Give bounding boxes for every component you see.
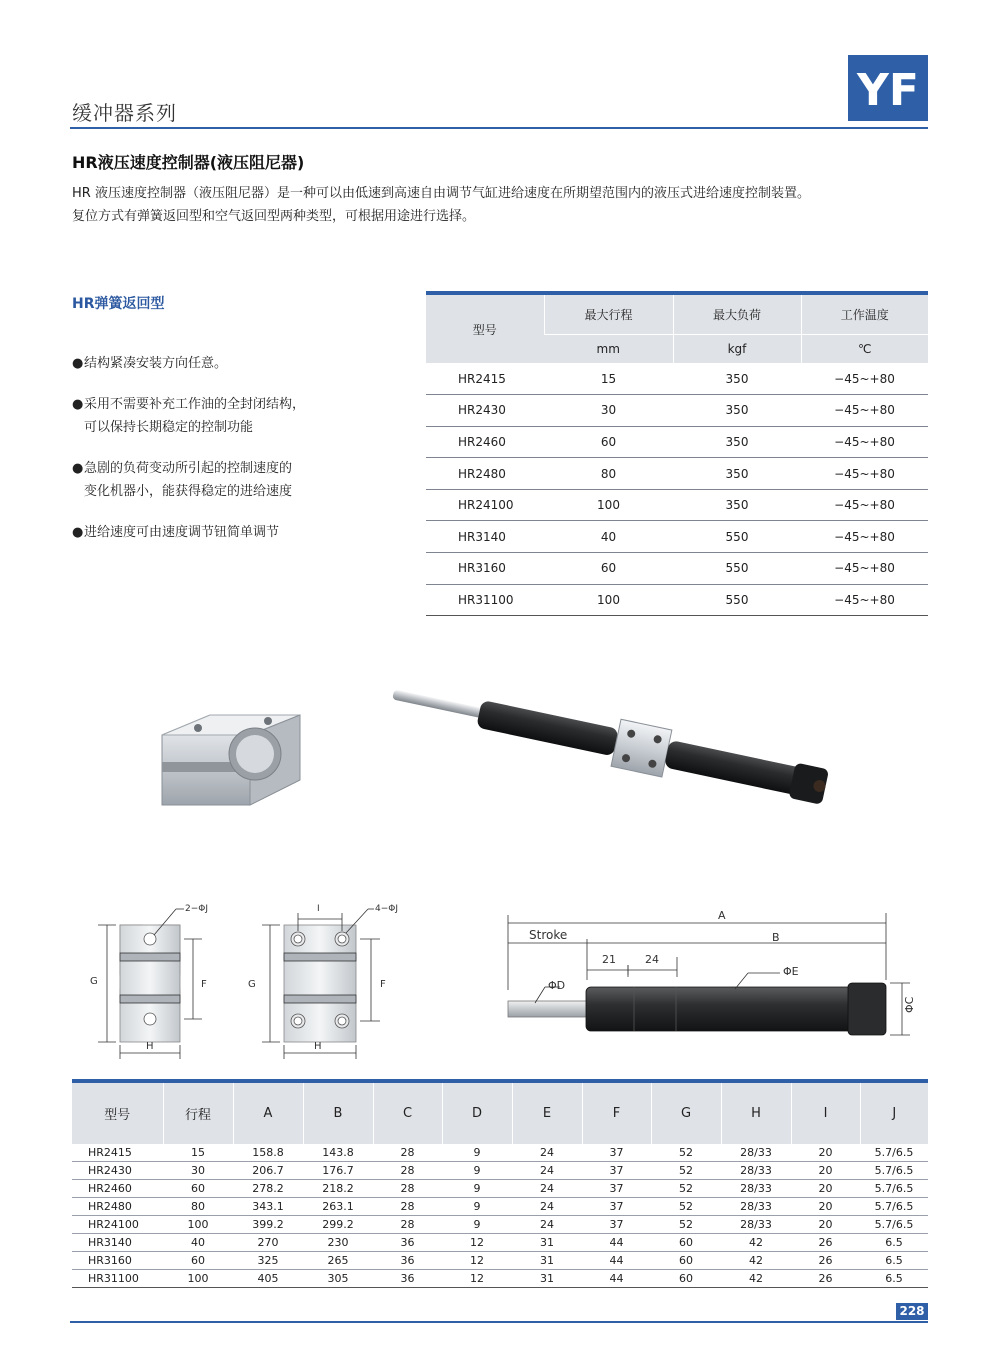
cell: 24: [512, 1162, 582, 1180]
label-4-phi-j: 4−ΦJ: [375, 904, 399, 914]
feature-list: [72, 352, 402, 562]
cell: 350: [673, 395, 801, 427]
cell: 42: [721, 1251, 791, 1269]
dims-header: E: [512, 1081, 582, 1144]
cell: 52: [651, 1180, 721, 1198]
cell: 305: [303, 1269, 373, 1287]
cell: 37: [582, 1144, 651, 1162]
cell: 60: [651, 1233, 721, 1251]
cell: 5.7/6.5: [860, 1144, 928, 1162]
spec-header-load: 最大负荷: [673, 293, 801, 334]
cell: HR3140: [72, 1233, 163, 1251]
product-photo: [150, 690, 850, 850]
intro-line: HR 液压速度控制器（液压阻尼器）是一种可以由低速到高速自由调节气缸进给速度在所期望范围内的液压式进给速度控制装置。: [72, 186, 810, 201]
spec-row: [426, 458, 928, 490]
cell: 6.5: [860, 1233, 928, 1251]
spec-row: [426, 363, 928, 395]
label-h: H: [314, 1041, 322, 1052]
feature-item: [72, 457, 402, 503]
cell: 9: [442, 1198, 512, 1216]
cell: 343.1: [233, 1198, 303, 1216]
cell: 30: [544, 395, 673, 427]
cell: HR3160: [426, 553, 544, 585]
cell: 44: [582, 1251, 651, 1269]
cell: HR2480: [426, 458, 544, 490]
cell: 550: [673, 584, 801, 616]
label-21: 21: [602, 953, 616, 966]
spec-unit: mm: [544, 334, 673, 363]
cell: 100: [163, 1269, 233, 1287]
cell: HR3140: [426, 521, 544, 553]
feature-text: 急剧的负荷变动所引起的控制速度的: [84, 461, 293, 476]
dims-row: [72, 1216, 928, 1234]
dims-row: [72, 1269, 928, 1287]
header-divider: [70, 127, 928, 129]
product-title: HR液压速度控制器(液压阻尼器): [72, 153, 305, 172]
spec-row: [426, 584, 928, 616]
dims-row: [72, 1144, 928, 1162]
feature-text: 进给速度可由速度调节钮简单调节: [84, 525, 280, 540]
dims-row: [72, 1198, 928, 1216]
spec-row: [426, 395, 928, 427]
cell: HR3160: [72, 1251, 163, 1269]
spec-header-stroke: 最大行程: [544, 293, 673, 334]
cell: 230: [303, 1233, 373, 1251]
cell: 9: [442, 1216, 512, 1234]
cell: −45~+80: [801, 458, 928, 490]
cell: 40: [544, 521, 673, 553]
cell: 52: [651, 1144, 721, 1162]
bullet-icon: ●: [72, 397, 84, 412]
cell: −45~+80: [801, 521, 928, 553]
damper-side-view: [508, 913, 910, 1035]
cell: 60: [651, 1269, 721, 1287]
spec-unit: ℃: [801, 334, 928, 363]
dims-row: [72, 1233, 928, 1251]
cell: 26: [791, 1269, 860, 1287]
cell: 24: [512, 1198, 582, 1216]
cell: 37: [582, 1162, 651, 1180]
cell: 270: [233, 1233, 303, 1251]
dims-header: I: [791, 1081, 860, 1144]
cell: 28: [373, 1162, 442, 1180]
cell: 550: [673, 553, 801, 585]
cell: 60: [544, 426, 673, 458]
cell: 143.8: [303, 1144, 373, 1162]
spec-header-model: 型号: [426, 293, 544, 363]
cell: 15: [163, 1144, 233, 1162]
spec-row: [426, 521, 928, 553]
feature-text: 可以保持长期稳定的控制功能: [84, 420, 254, 435]
label-f: F: [380, 979, 386, 990]
cell: 44: [582, 1269, 651, 1287]
cell: 40: [163, 1233, 233, 1251]
cell: 20: [791, 1216, 860, 1234]
cell: 6.5: [860, 1269, 928, 1287]
cell: −45~+80: [801, 363, 928, 395]
cell: HR31100: [426, 584, 544, 616]
feature-item: [72, 393, 402, 439]
cell: 36: [373, 1269, 442, 1287]
cell: 60: [544, 553, 673, 585]
spec-row: [426, 553, 928, 585]
dims-header: 型号: [72, 1081, 163, 1144]
spec-unit: kgf: [673, 334, 801, 363]
label-phi-d: ΦD: [548, 979, 566, 992]
page-number: 228: [896, 1303, 928, 1320]
cell: 42: [721, 1233, 791, 1251]
cell: 60: [163, 1180, 233, 1198]
cell: 278.2: [233, 1180, 303, 1198]
label-stroke: Stroke: [529, 928, 568, 942]
cell: 31: [512, 1233, 582, 1251]
cell: 52: [651, 1198, 721, 1216]
label-a: A: [718, 909, 726, 922]
cell: 405: [233, 1269, 303, 1287]
cell: 218.2: [303, 1180, 373, 1198]
cell: 5.7/6.5: [860, 1162, 928, 1180]
cell: 28: [373, 1180, 442, 1198]
yf-logo: [848, 55, 928, 121]
label-i: I: [317, 904, 320, 914]
cell: 30: [163, 1162, 233, 1180]
spec-row: [426, 489, 928, 521]
cell: 24: [512, 1144, 582, 1162]
cell: 60: [651, 1251, 721, 1269]
cell: −45~+80: [801, 584, 928, 616]
cell: 265: [303, 1251, 373, 1269]
cell: 263.1: [303, 1198, 373, 1216]
cell: HR2460: [426, 426, 544, 458]
cell: −45~+80: [801, 395, 928, 427]
label-f: F: [201, 979, 207, 990]
cell: 100: [163, 1216, 233, 1234]
bullet-icon: ●: [72, 461, 84, 476]
cell: 28: [373, 1144, 442, 1162]
cell: 350: [673, 458, 801, 490]
cell: 299.2: [303, 1216, 373, 1234]
cell: HR2415: [72, 1144, 163, 1162]
cell: 31: [512, 1269, 582, 1287]
dims-header: J: [860, 1081, 928, 1144]
cell: 28/33: [721, 1216, 791, 1234]
cell: 80: [544, 458, 673, 490]
dimension-drawings: [80, 895, 930, 1070]
cell: HR24100: [426, 489, 544, 521]
cell: 20: [791, 1198, 860, 1216]
cell: HR31100: [72, 1269, 163, 1287]
cell: 37: [582, 1216, 651, 1234]
cell: HR2415: [426, 363, 544, 395]
cell: 37: [582, 1180, 651, 1198]
cell: 12: [442, 1233, 512, 1251]
bracket-front-view-1: [98, 909, 202, 1059]
dims-header: G: [651, 1081, 721, 1144]
label-phi-c: ΦC: [903, 996, 916, 1013]
damper-photo: [388, 690, 830, 811]
feature-text: 采用不需要补充工作油的全封闭结构，: [84, 397, 306, 412]
section-title: HR弹簧返回型: [72, 296, 165, 312]
cell: 206.7: [233, 1162, 303, 1180]
dims-header: 行程: [163, 1081, 233, 1144]
cell: 158.8: [233, 1144, 303, 1162]
cell: 5.7/6.5: [860, 1180, 928, 1198]
cell: 28/33: [721, 1198, 791, 1216]
cell: 20: [791, 1180, 860, 1198]
dims-row: [72, 1251, 928, 1269]
cell: 20: [791, 1162, 860, 1180]
cell: −45~+80: [801, 553, 928, 585]
cell: 9: [442, 1180, 512, 1198]
cell: 36: [373, 1233, 442, 1251]
cell: 9: [442, 1144, 512, 1162]
cell: 5.7/6.5: [860, 1216, 928, 1234]
intro-line: 复位方式有弹簧返回型和空气返回型两种类型，可根据用途进行选择。: [72, 209, 476, 224]
cell: 60: [163, 1251, 233, 1269]
label-24: 24: [645, 953, 659, 966]
label-g: G: [248, 979, 256, 990]
cell: 550: [673, 521, 801, 553]
cell: 26: [791, 1233, 860, 1251]
cell: 24: [512, 1216, 582, 1234]
bracket-photo: [162, 715, 300, 805]
dimensions-table: [72, 1079, 928, 1288]
feature-item: [72, 352, 402, 375]
cell: 42: [721, 1269, 791, 1287]
cell: 350: [673, 363, 801, 395]
cell: −45~+80: [801, 489, 928, 521]
dims-header: B: [303, 1081, 373, 1144]
product-intro: [72, 182, 932, 228]
cell: −45~+80: [801, 426, 928, 458]
dims-row: [72, 1180, 928, 1198]
cell: 9: [442, 1162, 512, 1180]
cell: 350: [673, 489, 801, 521]
cell: 52: [651, 1162, 721, 1180]
feature-text: 变化机器小，能获得稳定的进给速度: [84, 484, 293, 499]
cell: 37: [582, 1198, 651, 1216]
cell: 28: [373, 1198, 442, 1216]
label-g: G: [90, 976, 98, 987]
cell: 28: [373, 1216, 442, 1234]
cell: 12: [442, 1251, 512, 1269]
cell: 28/33: [721, 1180, 791, 1198]
spec-header-temp: 工作温度: [801, 293, 928, 334]
dims-header: D: [442, 1081, 512, 1144]
cell: 176.7: [303, 1162, 373, 1180]
label-h: H: [146, 1041, 154, 1052]
dims-header: H: [721, 1081, 791, 1144]
dims-header: A: [233, 1081, 303, 1144]
cell: 36: [373, 1251, 442, 1269]
spec-row: [426, 426, 928, 458]
cell: 325: [233, 1251, 303, 1269]
cell: 20: [791, 1144, 860, 1162]
cell: HR24100: [72, 1216, 163, 1234]
cell: 52: [651, 1216, 721, 1234]
cell: HR2460: [72, 1180, 163, 1198]
feature-text: 结构紧凑安装方向任意。: [84, 356, 228, 371]
cell: 399.2: [233, 1216, 303, 1234]
label-2-phi-j: 2−ΦJ: [185, 904, 209, 914]
cell: 80: [163, 1198, 233, 1216]
cell: 24: [512, 1180, 582, 1198]
label-phi-e: ΦE: [783, 965, 799, 978]
cell: 350: [673, 426, 801, 458]
logo-text: YF: [857, 65, 919, 116]
cell: HR2430: [426, 395, 544, 427]
cell: HR2430: [72, 1162, 163, 1180]
cell: 44: [582, 1233, 651, 1251]
bullet-icon: ●: [72, 356, 84, 371]
series-title: 缓冲器系列: [72, 101, 177, 125]
dims-row: [72, 1162, 928, 1180]
cell: 6.5: [860, 1251, 928, 1269]
spec-table: [426, 291, 928, 616]
cell: HR2480: [72, 1198, 163, 1216]
dims-header: F: [582, 1081, 651, 1144]
cell: 5.7/6.5: [860, 1198, 928, 1216]
bracket-front-view-2: [262, 909, 380, 1059]
cell: 31: [512, 1251, 582, 1269]
dims-header: C: [373, 1081, 442, 1144]
cell: 100: [544, 489, 673, 521]
label-b: B: [772, 931, 780, 944]
feature-item: [72, 521, 402, 544]
footer-divider: [70, 1321, 928, 1323]
cell: 28/33: [721, 1162, 791, 1180]
cell: 100: [544, 584, 673, 616]
bullet-icon: ●: [72, 525, 84, 540]
cell: 15: [544, 363, 673, 395]
cell: 28/33: [721, 1144, 791, 1162]
cell: 12: [442, 1269, 512, 1287]
cell: 26: [791, 1251, 860, 1269]
